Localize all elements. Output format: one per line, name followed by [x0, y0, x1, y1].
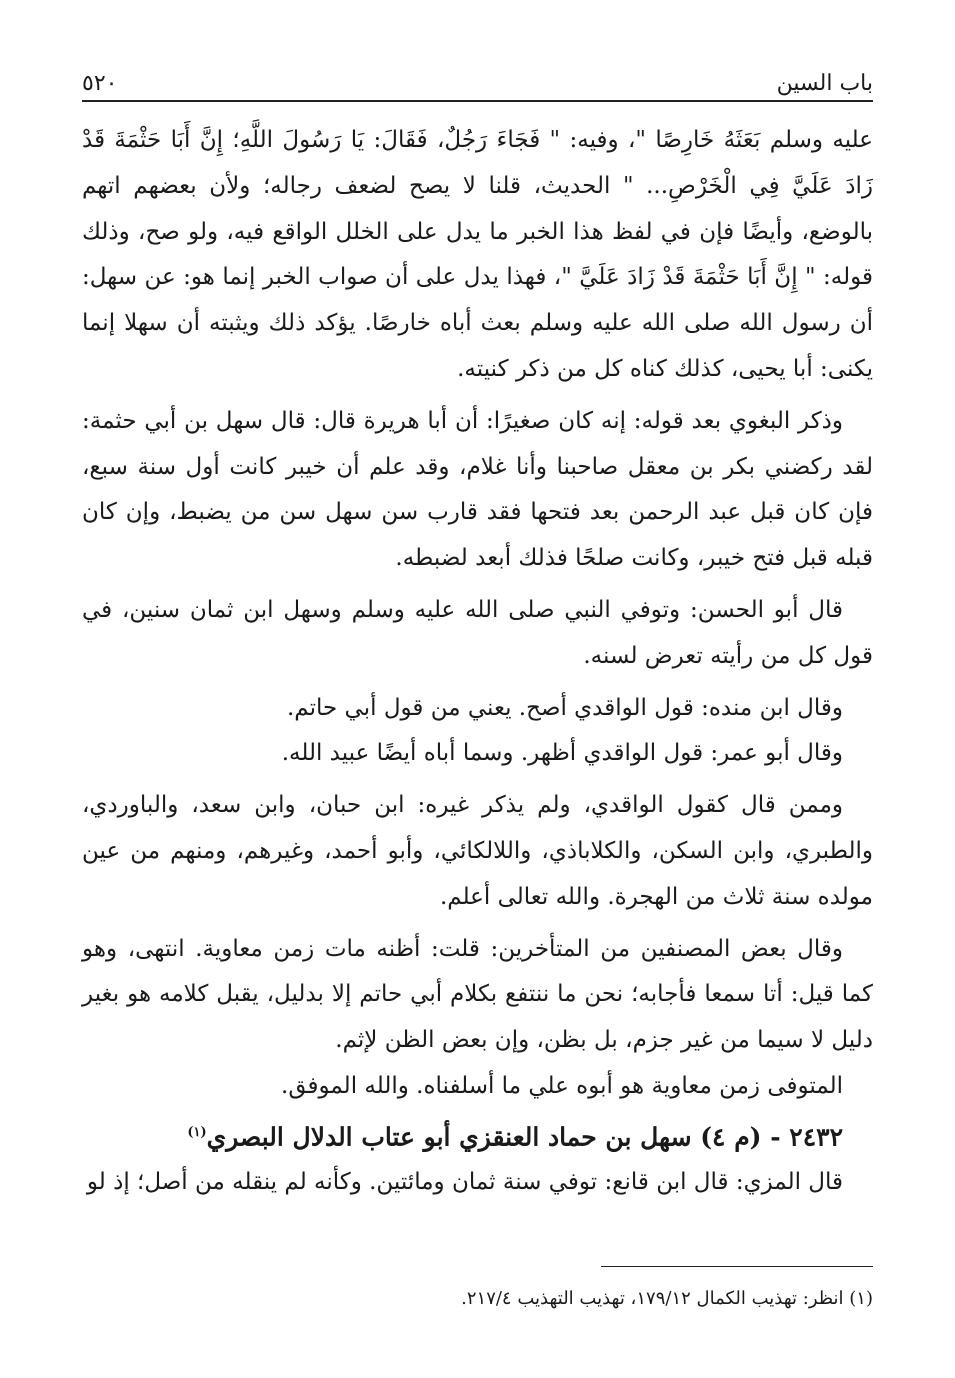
- paragraph: قال أبو الحسن: وتوفي النبي صلى الله عليه وسلم وسهل ابن ثمان سنين، في قول كل من رأيته تعرض لسنه.: [82, 596, 873, 669]
- footnote-rule: [601, 1266, 873, 1267]
- entry-text: قال المزي: قال ابن قانع: توفي سنة ثمان ومائتين. وكأنه لم ينقله من أصل؛ إذ لو: [86, 1168, 843, 1195]
- page-number: ٥٢٠: [82, 71, 118, 96]
- paragraph: وذكر البغوي بعد قوله: إنه كان صغيرًا: أن أبا هريرة قال: قال سهل بن أبي حثمة: لقد ركضني بكر بن معقل صاحبنا وأنا غلام، وقد علم أن خيبر كانت أول سنة سبع، فإن كان قبل عبد الرحمن بعد فتحها فقد قارب سن سهل سن من يضبط، وإن كان قبله قبل فتح خيبر، وكانت صلحًا فذلك أبعد لضبطه.: [82, 407, 873, 572]
- paragraph: وقال بعض المصنفين من المتأخرين: قلت: أظنه مات زمن معاوية. انتهى، وهو كما قيل: أتا سمعا فأجابه؛ نحن ما ننتفع بكلام أبي حاتم إلا بدليل، يقبل كلامه هو بغير دليل لا سيما من غير جزم، بل بظن، وإن بعض الظن لإثم.: [82, 935, 873, 1054]
- entry-title: ٢٤٣٢ - (م ٤) سهل بن حماد العنقزي أبو عتاب الدلال البصري: [206, 1122, 843, 1152]
- running-header: [82, 60, 873, 96]
- header-rule: [82, 100, 873, 102]
- entry-heading: [82, 1110, 873, 1160]
- paragraph: وقال أبو عمر: قول الواقدي أظهر. وسما أباه أيضًا عبيد الله.: [281, 740, 843, 767]
- footnote: (١) انظر: تهذيب الكمال ١٧٩/١٢، تهذيب التهذيب ٢١٧/٤.: [461, 1288, 873, 1309]
- paragraph: المتوفى زمن معاوية هو أبوه علي ما أسلفناه. والله الموفق.: [281, 1072, 843, 1099]
- section-title: باب السين: [776, 71, 873, 96]
- paragraph: عليه وسلم بَعَثَهُ خَارِصًا "، وفيه: " فَجَاءَ رَجُلٌ، فَقَالَ: يَا رَسُولَ اللَّهِ؛ إِنَّ أَبَا حَثْمَةَ قَدْ زَادَ عَلَيَّ فِي الْخَرْصِ... " الحديث، قلنا لا يصح لضعف رجاله؛ ولأن بعضهم اتهم بالوضع، وأيضًا فإن في لفظ هذا الخبر ما يدل على الخلل الواقع فيه، ولو صح، وذلك قوله: " إِنَّ أَبَا حَثْمَةَ قَدْ زَادَ عَلَيَّ "، فهذا يدل على أن صواب الخبر إنما هو: عن سهل: أن رسول الله صلى الله عليه وسلم بعث أباه خارصًا. يؤكد ذلك ويثبته أن سهلا إنما يكنى: أبا يحيى، كذلك كناه كل من ذكر كنيته.: [82, 127, 873, 382]
- paragraph: وقال ابن منده: قول الواقدي أصح. يعني من قول أبي حاتم.: [287, 694, 843, 721]
- paragraph: وممن قال كقول الواقدي، ولم يذكر غيره: ابن حبان، وابن سعد، والباوردي، والطبري، وابن السكن، والكلاباذي، واللالكائي، وأبو أحمد، وغيرهم، ومنهم من عين مولده سنة ثلاث من الهجرة. والله تعالى أعلم.: [82, 792, 873, 910]
- main-text: [82, 118, 873, 1206]
- footnote-marker: (١): [187, 1124, 207, 1140]
